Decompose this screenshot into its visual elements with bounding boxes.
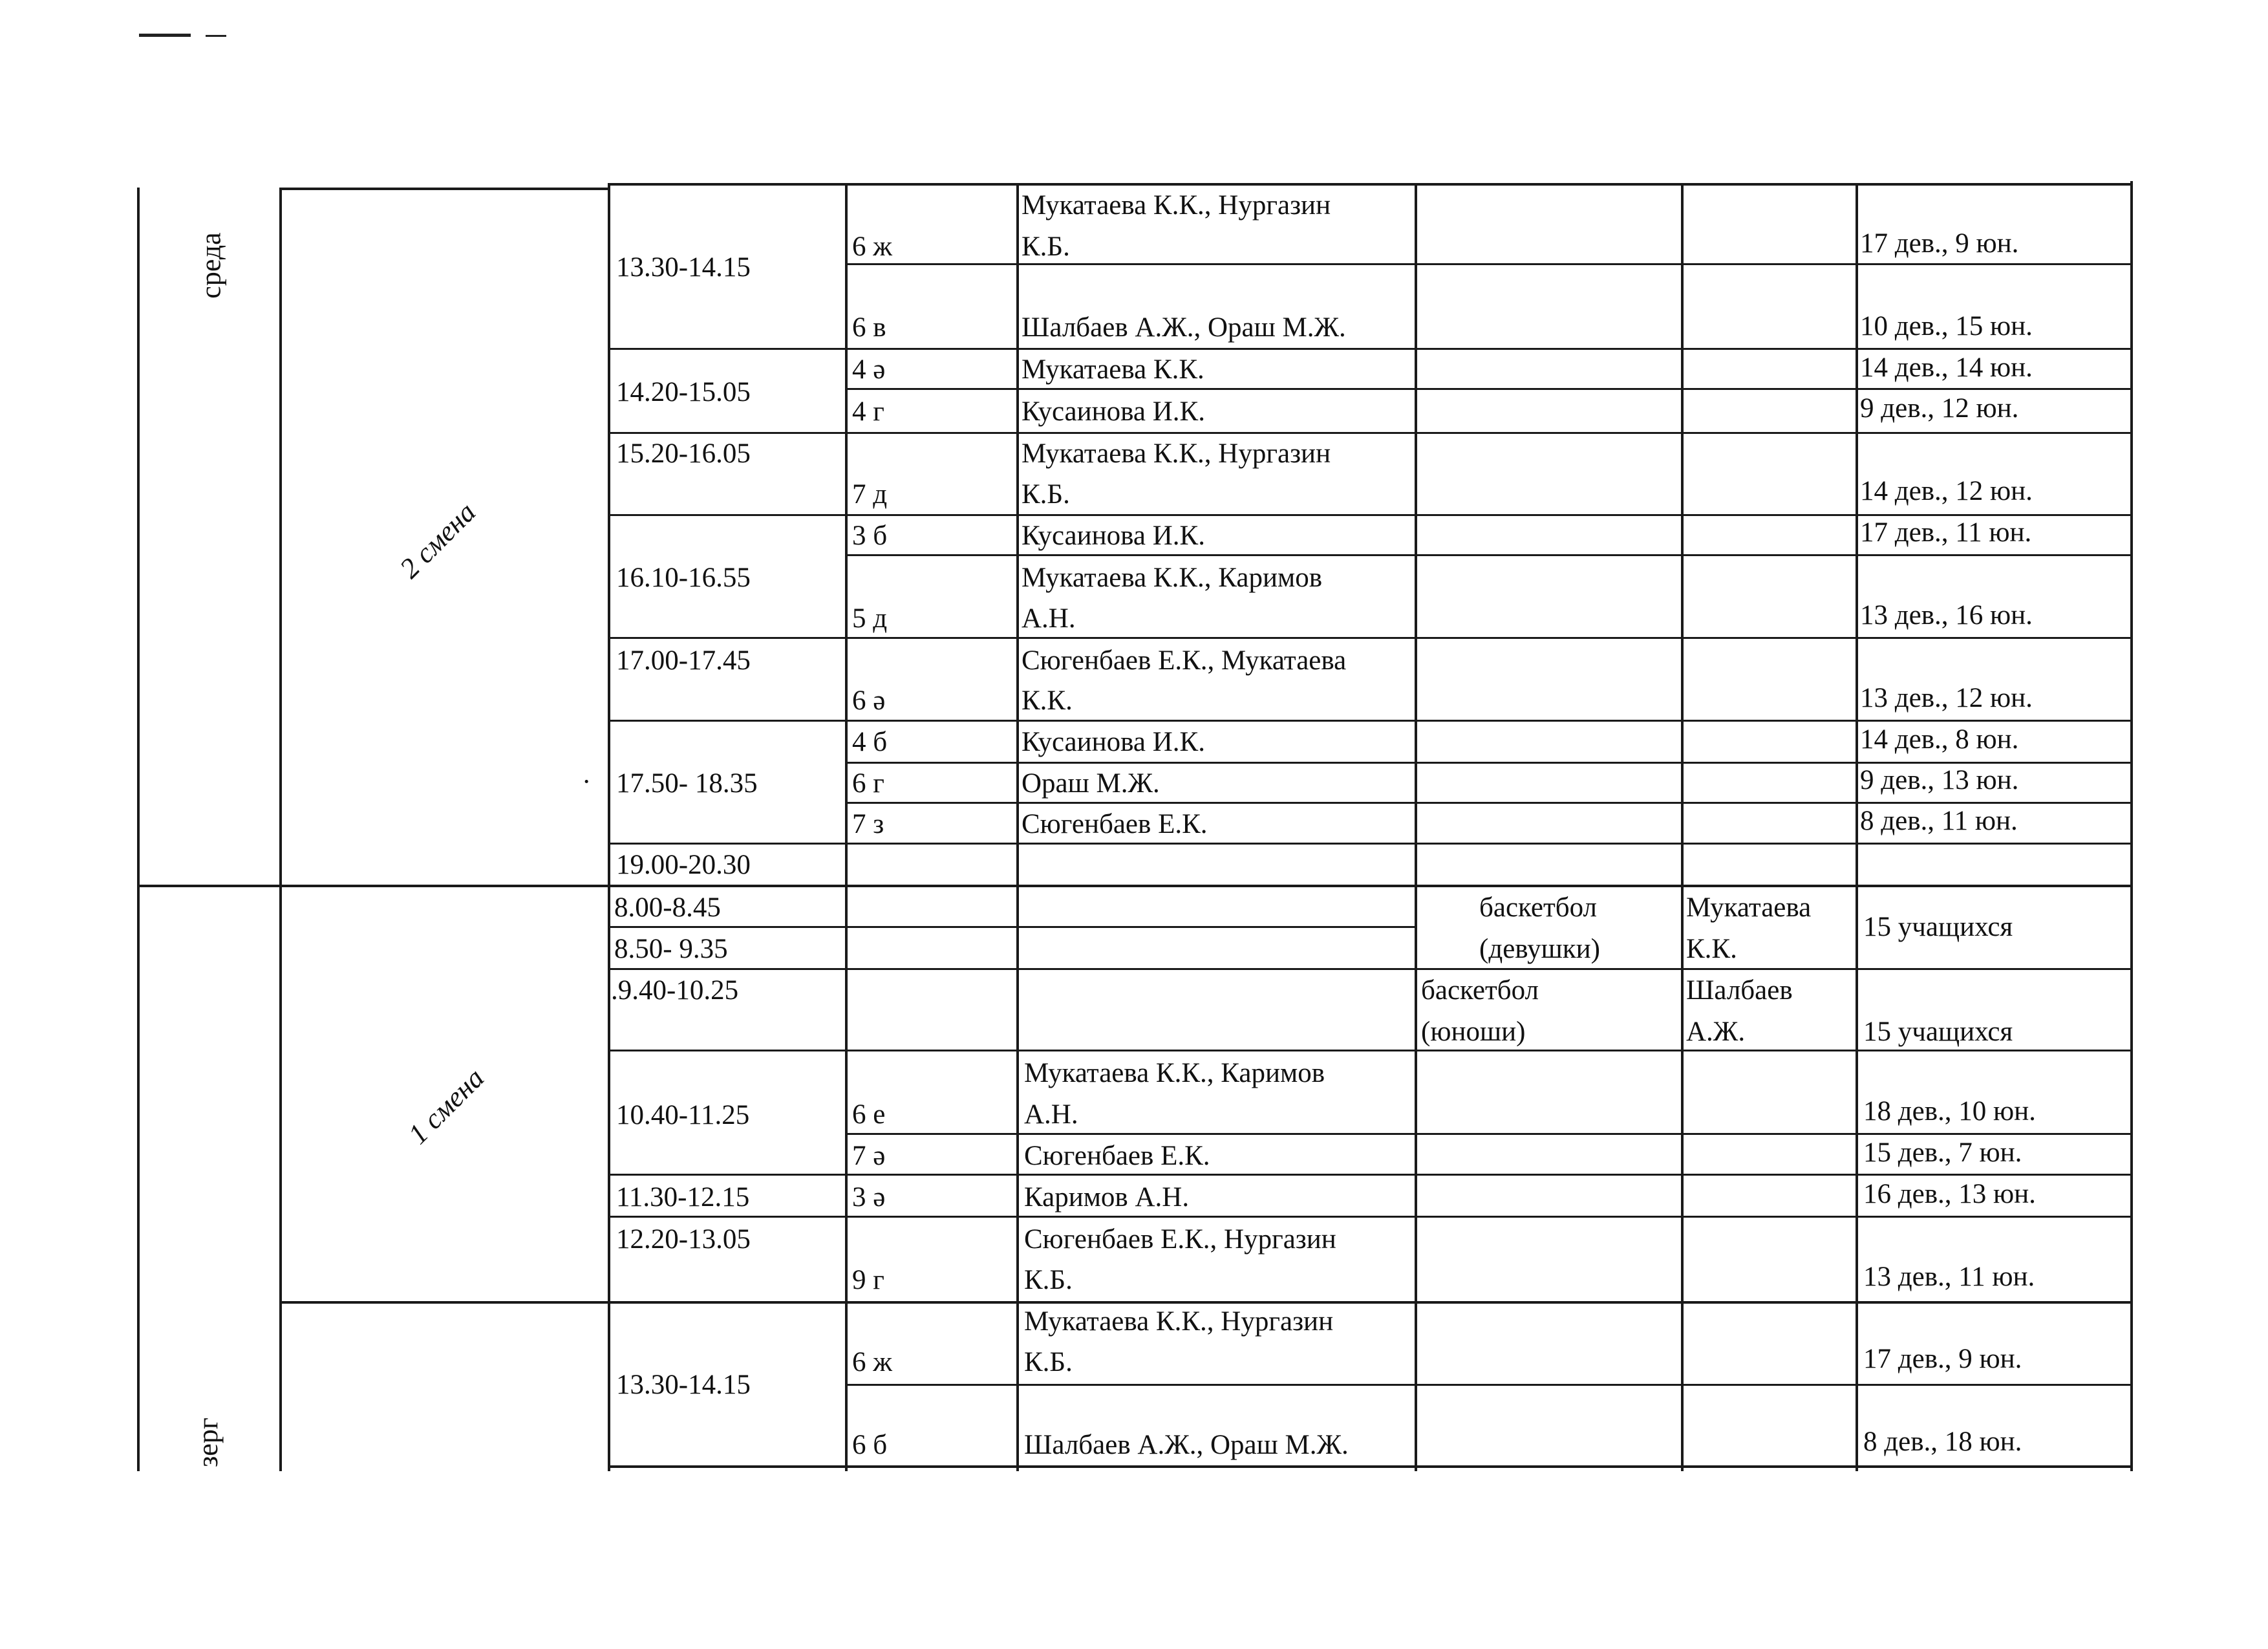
coach-cell: К.К. [1686,934,1737,964]
class-cell: 6 ә [852,685,886,716]
students-cell: 10 дев., 15 юн. [1860,311,2033,341]
teacher-cell: К.Б. [1022,479,1070,510]
time-cell: 11.30-12.15 [616,1182,750,1212]
coach-cell: Шалбаев [1686,975,1793,1006]
grid-line [1016,183,1019,1471]
class-cell: 6 в [852,312,886,343]
shift-label-2: 2 смена [393,496,482,585]
teacher-cell: Кусаинова И.К. [1022,396,1205,427]
students-cell: 14 дев., 14 юн. [1860,352,2033,383]
grid-line [608,183,2133,186]
grid-line [845,183,848,1471]
teacher-cell: Мукатаева К.К., Каримов [1024,1058,1325,1088]
coach-cell: Мукатаева [1686,892,1812,923]
grid-line [1681,183,1684,1471]
grid-line [137,885,2133,887]
teacher-cell: Мукатаева К.К., Нургазин [1024,1306,1334,1337]
time-cell: 13.30-14.15 [616,252,751,283]
class-cell: 7 д [852,479,888,510]
time-cell: 8.50- 9.35 [614,934,728,964]
activity-cell: (девушки) [1479,934,1600,964]
time-cell: 8.00-8.45 [614,892,721,923]
grid-line [1415,183,1417,1471]
students-cell: 17 дев., 9 юн. [1863,1344,2022,1374]
grid-line [608,926,1415,928]
teacher-cell: К.Б. [1022,232,1070,262]
class-cell: 5 д [852,603,888,634]
activity-cell: баскетбол [1479,892,1598,923]
time-cell: 10.40-11.25 [616,1100,750,1130]
class-cell: 7 ә [852,1141,886,1171]
teacher-cell: Сюгенбаев Е.К., Нургазин [1024,1224,1336,1255]
time-cell: 13.30-14.15 [616,1370,751,1400]
shift-label-1: 1 смена [401,1062,491,1150]
class-cell: 4 ә [852,354,886,385]
activity-cell: баскетбол [1421,975,1539,1006]
teacher-cell: Мукатаева К.К., Нургазин [1022,438,1331,469]
count-cell: 15 учащихся [1863,912,2013,942]
teacher-cell: К.К. [1022,685,1073,716]
students-cell: 13 дев., 16 юн. [1860,600,2033,630]
grid-line [2130,181,2133,1471]
class-cell: 6 г [852,768,884,799]
class-cell: 6 ж [852,232,892,262]
count-cell: 15 учащихся [1863,1017,2013,1047]
grid-line [137,188,140,1471]
teacher-cell: Шалбаев А.Ж., Ораш М.Ж. [1024,1430,1349,1460]
students-cell: 18 дев., 10 юн. [1863,1096,2036,1126]
grid-line [608,1216,2133,1218]
class-cell: 3 ә [852,1182,886,1212]
grid-line [608,432,2133,434]
teacher-cell: Кусаинова И.К. [1022,727,1205,757]
grid-line [608,843,2133,845]
corner-mark-dot [206,35,226,37]
class-cell: 4 г [852,396,884,427]
teacher-cell: А.Н. [1022,603,1076,634]
grid-line [279,188,610,190]
students-cell: 14 дев., 12 юн. [1860,476,2033,506]
teacher-cell: К.Б. [1024,1347,1073,1377]
class-cell: 9 г [852,1265,884,1295]
teacher-cell: Ораш М.Ж. [1022,768,1160,799]
grid-line [608,183,610,1471]
students-cell: 8 дев., 11 юн. [1860,806,2018,836]
teacher-cell: Сюгенбаев Е.К. [1022,809,1208,839]
corner-mark [139,34,191,37]
students-cell: 14 дев., 8 юн. [1860,724,2019,755]
teacher-cell: Мукатаева К.К. [1022,354,1204,385]
students-cell: 15 дев., 7 юн. [1863,1137,2022,1168]
grid-line [608,637,2133,639]
activity-cell: (юноши) [1421,1017,1526,1047]
teacher-cell: А.Н. [1024,1099,1078,1130]
students-cell: 9 дев., 12 юн. [1860,393,2019,424]
students-cell: 8 дев., 18 юн. [1863,1427,2022,1457]
teacher-cell: Сюгенбаев Е.К., Мукатаева [1022,645,1347,676]
class-cell: 4 б [852,727,888,757]
time-cell: 17.50- 18.35 [616,768,758,799]
time-cell: 19.00-20.30 [616,850,751,880]
grid-line [1856,183,1858,1471]
teacher-cell: Мукатаева К.К., Каримов [1022,563,1323,593]
students-cell: 16 дев., 13 юн. [1863,1179,2036,1209]
day-label-wednesday: среда [195,232,227,299]
grid-line [608,968,2133,970]
students-cell: 9 дев., 13 юн. [1860,765,2019,795]
students-cell: 13 дев., 12 юн. [1860,683,2033,713]
bullet-mark: · [582,767,592,797]
teacher-cell: Мукатаева К.К., Нургазин [1022,190,1331,221]
teacher-cell: К.Б. [1024,1265,1073,1295]
grid-line [279,188,282,1471]
class-cell: 3 б [852,521,888,551]
grid-line [845,1384,2133,1386]
time-cell: 15.20-16.05 [616,438,751,469]
class-cell: 6 б [852,1430,888,1460]
grid-line [608,1465,2133,1468]
students-cell: 17 дев., 9 юн. [1860,228,2019,259]
time-cell: 17.00-17.45 [616,645,751,676]
day-label-thursday: зерг [191,1417,224,1467]
class-cell: 7 з [852,809,884,839]
class-cell: 6 е [852,1099,886,1130]
time-cell: .9.40-10.25 [611,975,739,1006]
teacher-cell: Шалбаев А.Ж., Ораш М.Ж. [1022,312,1346,343]
teacher-cell: Сюгенбаев Е.К. [1024,1141,1210,1171]
teacher-cell: Каримов А.Н. [1024,1182,1190,1212]
class-cell: 6 ж [852,1347,892,1377]
time-cell: 14.20-15.05 [616,377,751,407]
time-cell: 16.10-16.55 [616,563,751,593]
time-cell: 12.20-13.05 [616,1224,751,1255]
students-cell: 13 дев., 11 юн. [1863,1262,2035,1292]
teacher-cell: Кусаинова И.К. [1022,521,1205,551]
students-cell: 17 дев., 11 юн. [1860,517,2032,548]
coach-cell: А.Ж. [1686,1017,1746,1047]
